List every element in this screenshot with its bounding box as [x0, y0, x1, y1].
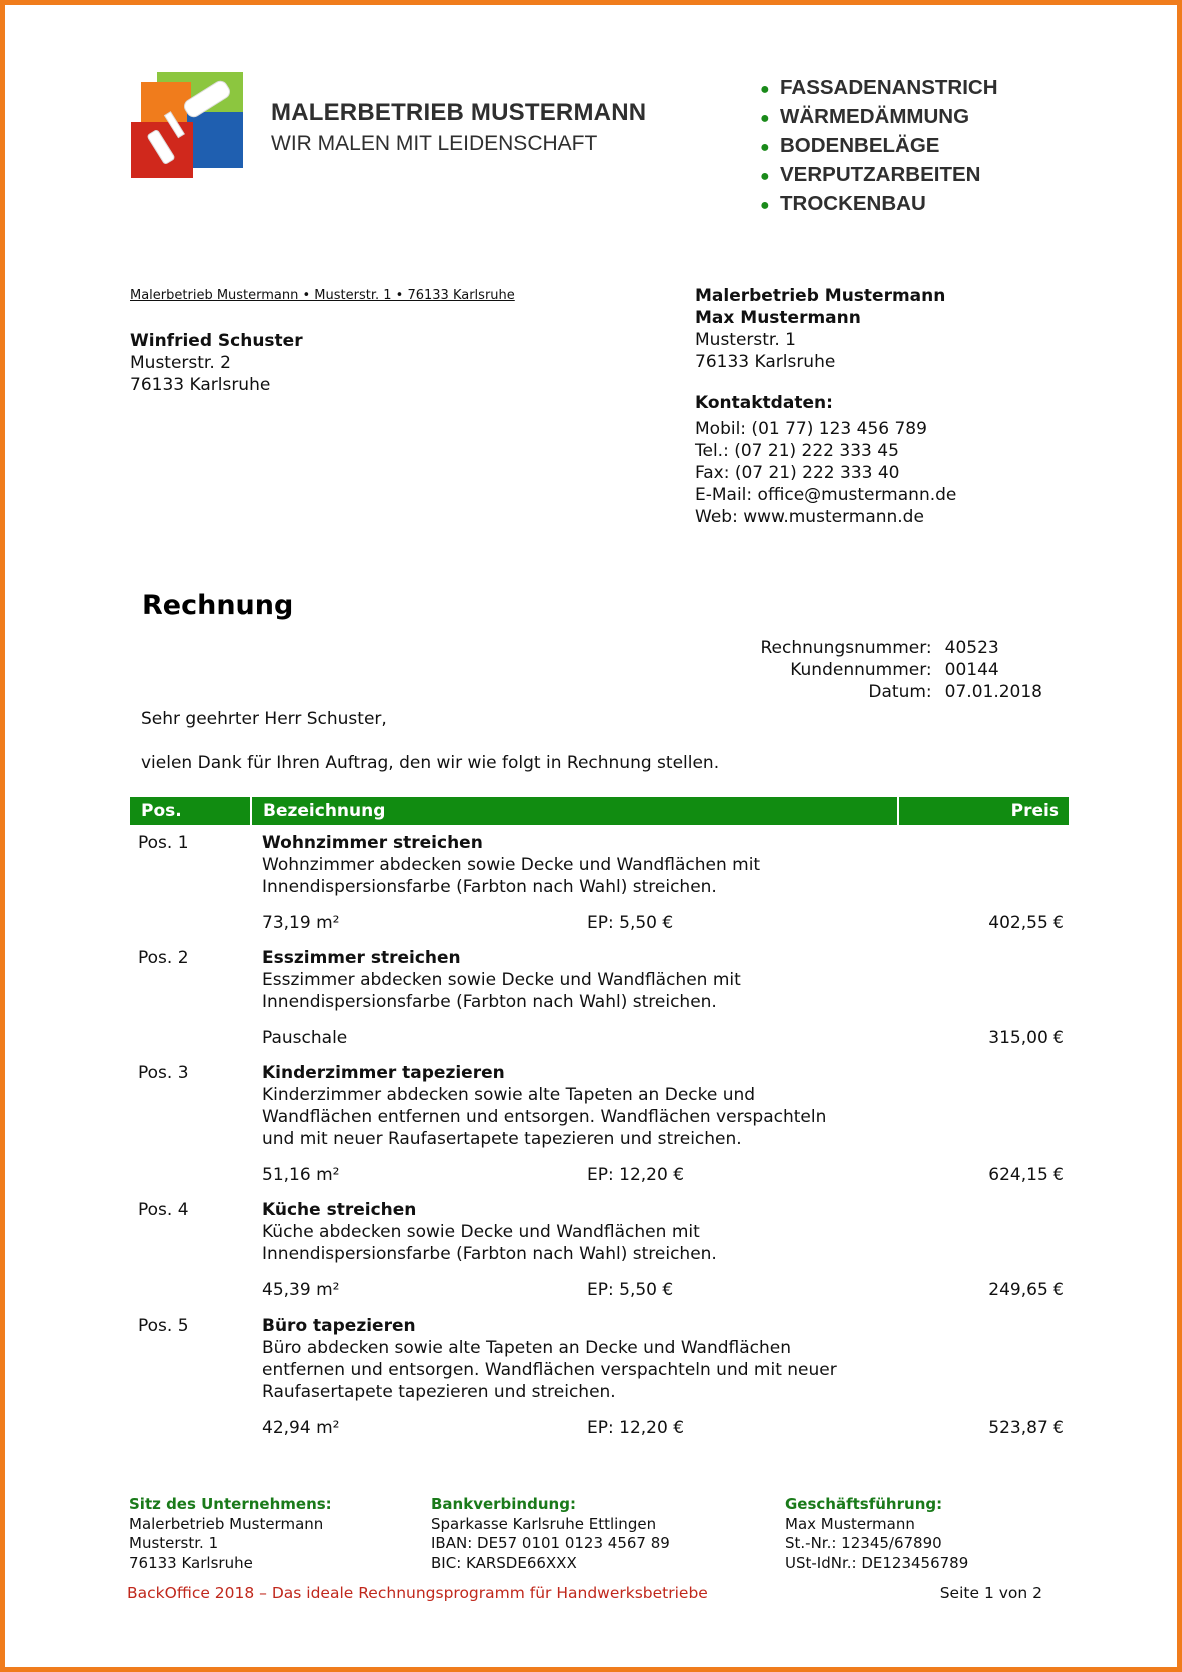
item-price: 402,55 €	[988, 913, 1064, 933]
item-price: 249,65 €	[988, 1280, 1064, 1300]
item-price: 624,15 €	[988, 1165, 1064, 1185]
table-row	[130, 947, 1069, 1047]
item-description-line: Esszimmer abdecken sowie Decke und Wandflächen mit	[262, 970, 741, 990]
footer-fuehrung-title: Geschäftsführung:	[785, 1495, 943, 1513]
footer-line: USt-IdNr.: DE123456789	[785, 1553, 969, 1572]
paint-roller-logo-icon	[131, 72, 243, 178]
item-title: Büro tapezieren	[262, 1316, 416, 1336]
item-title: Esszimmer streichen	[262, 948, 461, 968]
column-header-pos: Pos.	[130, 797, 252, 825]
meta-value: 00144	[944, 660, 999, 680]
item-quantity: 51,16 m²	[262, 1165, 340, 1185]
item-price: 523,87 €	[988, 1418, 1064, 1438]
item-description-line: Raufasertapete tapezieren und streichen.	[262, 1382, 616, 1402]
sender-line: Malerbetrieb Mustermann • Musterstr. 1 • 76133 Karlsruhe	[130, 288, 515, 303]
recipient-street: Musterstr. 2	[130, 353, 231, 373]
footer-fuehrung	[785, 1495, 968, 1573]
service-item: ● VERPUTZARBEITEN	[760, 160, 998, 189]
service-item: ● WÄRMEDÄMMUNG	[760, 102, 998, 131]
item-pos: Pos. 5	[138, 1316, 189, 1336]
software-note: BackOffice 2018 – Das ideale Rechnungsprogramm für Handwerksbetriebe	[127, 1584, 708, 1602]
item-title: Kinderzimmer tapezieren	[262, 1063, 505, 1083]
footer-line: Malerbetrieb Mustermann	[129, 1514, 324, 1533]
meta-value: 07.01.2018	[944, 682, 1042, 702]
item-quantity: 42,94 m²	[262, 1418, 340, 1438]
contact-email: E-Mail: office@mustermann.de	[695, 485, 957, 505]
item-description-line: Büro abdecken sowie alte Tapeten an Decke und Wandflächen	[262, 1338, 792, 1358]
company-address	[695, 285, 956, 528]
contact-title: Kontaktdaten:	[695, 393, 833, 413]
meta-label: Datum:	[868, 682, 932, 702]
company-name: MALERBETRIEB MUSTERMANN	[271, 99, 647, 126]
footer-line: IBAN: DE57 0101 0123 4567 89	[431, 1534, 670, 1552]
item-unit-price: EP: 12,20 €	[587, 1418, 685, 1438]
item-pos: Pos. 4	[138, 1200, 189, 1220]
item-pos: Pos. 2	[138, 948, 189, 968]
meta-label: Kundennummer:	[790, 660, 932, 680]
item-quantity: 45,39 m²	[262, 1280, 340, 1300]
footer-bank-title: Bankverbindung:	[431, 1495, 576, 1513]
item-pos: Pos. 1	[138, 833, 189, 853]
item-description-line: Wandflächen entfernen und entsorgen. Wandflächen verspachteln	[262, 1107, 827, 1127]
table-header	[130, 797, 1069, 825]
footer-line: St.-Nr.: 12345/67890	[785, 1534, 942, 1552]
contact-fax: Fax: (07 21) 222 333 40	[695, 463, 900, 483]
table-row	[130, 1062, 1069, 1184]
item-price: 315,00 €	[988, 1028, 1064, 1048]
footer-bank	[431, 1495, 670, 1573]
item-description-line: und mit neuer Raufasertapete tapezieren und streichen.	[262, 1129, 742, 1149]
item-title: Küche streichen	[262, 1200, 417, 1220]
bullet-icon: ●	[760, 168, 770, 185]
table-row	[130, 1315, 1069, 1437]
item-pos: Pos. 3	[138, 1063, 189, 1083]
item-quantity: 73,19 m²	[262, 913, 340, 933]
service-item: ● BODENBELÄGE	[760, 131, 998, 160]
footer-sitz-title: Sitz des Unternehmens:	[129, 1495, 332, 1513]
document-title: Rechnung	[142, 590, 294, 621]
item-unit-price: EP: 12,20 €	[587, 1165, 685, 1185]
company-city: 76133 Karlsruhe	[695, 352, 836, 372]
service-item: ● TROCKENBAU	[760, 189, 998, 218]
table-row	[130, 832, 1069, 932]
item-description-line: Innendispersionsfarbe (Farbton nach Wahl) streichen.	[262, 1244, 717, 1264]
footer-sitz	[129, 1495, 332, 1573]
footer-line: 76133 Karlsruhe	[129, 1553, 253, 1572]
bullet-icon: ●	[760, 110, 770, 127]
greeting: Sehr geehrter Herr Schuster,	[141, 709, 387, 729]
bullet-icon: ●	[760, 197, 770, 214]
company-owner: Max Mustermann	[695, 308, 861, 328]
item-unit-price: EP: 5,50 €	[587, 1280, 674, 1300]
item-description-line: Kinderzimmer abdecken sowie alte Tapeten an Decke und	[262, 1085, 756, 1105]
item-title: Wohnzimmer streichen	[262, 833, 483, 853]
recipient-name: Winfried Schuster	[130, 331, 303, 351]
recipient-address	[130, 330, 303, 396]
meta-label: Rechnungsnummer:	[760, 638, 932, 658]
contact-tel: Tel.: (07 21) 222 333 45	[695, 441, 899, 461]
company-block-name: Malerbetrieb Mustermann	[695, 286, 946, 306]
item-quantity: Pauschale	[262, 1028, 348, 1048]
footer-line: Musterstr. 1	[129, 1534, 219, 1552]
services-list	[760, 73, 998, 218]
footer-line: Sparkasse Karlsruhe Ettlingen	[431, 1514, 657, 1533]
page-number: Seite 1 von 2	[939, 1584, 1042, 1602]
bullet-icon: ●	[760, 139, 770, 156]
item-description-line: Küche abdecken sowie Decke und Wandflächen mit	[262, 1222, 700, 1242]
intro-text: vielen Dank für Ihren Auftrag, den wir wie folgt in Rechnung stellen.	[141, 753, 720, 773]
item-description-line: Wohnzimmer abdecken sowie Decke und Wandflächen mit	[262, 855, 761, 875]
company-street: Musterstr. 1	[695, 330, 796, 350]
recipient-city: 76133 Karlsruhe	[130, 375, 271, 395]
bullet-icon: ●	[760, 81, 770, 98]
item-description-line: Innendispersionsfarbe (Farbton nach Wahl) streichen.	[262, 992, 717, 1012]
item-description-line: entfernen und entsorgen. Wandflächen verspachteln und mit neuer	[262, 1360, 837, 1380]
footer-line: BIC: KARSDE66XXX	[431, 1553, 577, 1572]
company-slogan: WIR MALEN MIT LEIDENSCHAFT	[271, 132, 598, 155]
contact-web: Web: www.mustermann.de	[695, 507, 924, 527]
meta-value: 40523	[944, 638, 999, 658]
invoice-meta	[761, 637, 1043, 703]
item-description-line: Innendispersionsfarbe (Farbton nach Wahl) streichen.	[262, 877, 717, 897]
column-header-bezeichnung: Bezeichnung	[252, 797, 899, 825]
column-header-preis: Preis	[899, 797, 1069, 825]
service-item: ● FASSADENANSTRICH	[760, 73, 998, 102]
footer-line: Max Mustermann	[785, 1514, 915, 1533]
contact-mobil: Mobil: (01 77) 123 456 789	[695, 419, 927, 439]
item-unit-price: EP: 5,50 €	[587, 913, 674, 933]
table-row	[130, 1199, 1069, 1299]
